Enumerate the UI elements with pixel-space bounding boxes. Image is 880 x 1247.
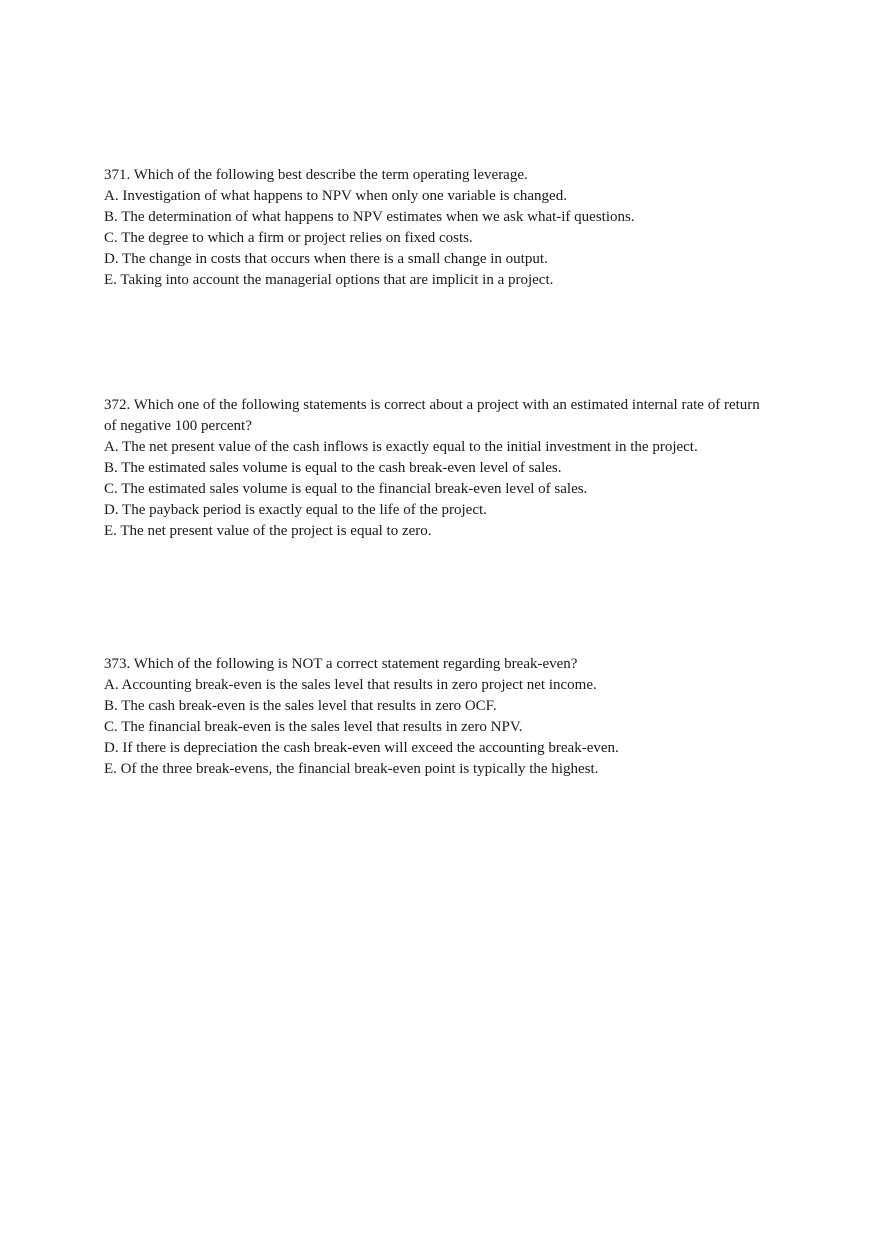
option-e: E. The net present value of the project is equal to zero. xyxy=(104,523,432,539)
option-c: C. The financial break-even is the sales level that results in zero NPV. xyxy=(104,719,523,735)
question-stem: 373. Which of the following is NOT a correct statement regarding break-even? xyxy=(104,656,578,672)
option-d: D. The payback period is exactly equal to the life of the project. xyxy=(104,502,487,518)
option-a: A. The net present value of the cash inflows is exactly equal to the initial investment in the project. xyxy=(104,439,698,455)
question-stem: 371. Which of the following best describe the term operating leverage. xyxy=(104,167,528,183)
option-d: D. The change in costs that occurs when there is a small change in output. xyxy=(104,251,548,267)
option-e: E. Taking into account the managerial options that are implicit in a project. xyxy=(104,272,554,288)
option-e: E. Of the three break-evens, the financial break-even point is typically the highest. xyxy=(104,761,599,777)
option-c: C. The estimated sales volume is equal to the financial break-even level of sales. xyxy=(104,481,588,497)
question-372 xyxy=(104,395,764,542)
question-stem: 372. Which one of the following statements is correct about a project with an estimated internal rate of return of negative 100 percent? xyxy=(104,397,760,434)
option-b: B. The estimated sales volume is equal to the cash break-even level of sales. xyxy=(104,460,562,476)
question-373 xyxy=(104,654,764,780)
option-c: C. The degree to which a firm or project relies on fixed costs. xyxy=(104,230,473,246)
option-b: B. The determination of what happens to NPV estimates when we ask what-if questions. xyxy=(104,209,635,225)
option-a: A. Investigation of what happens to NPV when only one variable is changed. xyxy=(104,188,567,204)
option-a: A. Accounting break-even is the sales level that results in zero project net income. xyxy=(104,677,597,693)
option-d: D. If there is depreciation the cash break-even will exceed the accounting break-even. xyxy=(104,740,619,756)
question-371 xyxy=(104,165,764,291)
option-b: B. The cash break-even is the sales level that results in zero OCF. xyxy=(104,698,497,714)
